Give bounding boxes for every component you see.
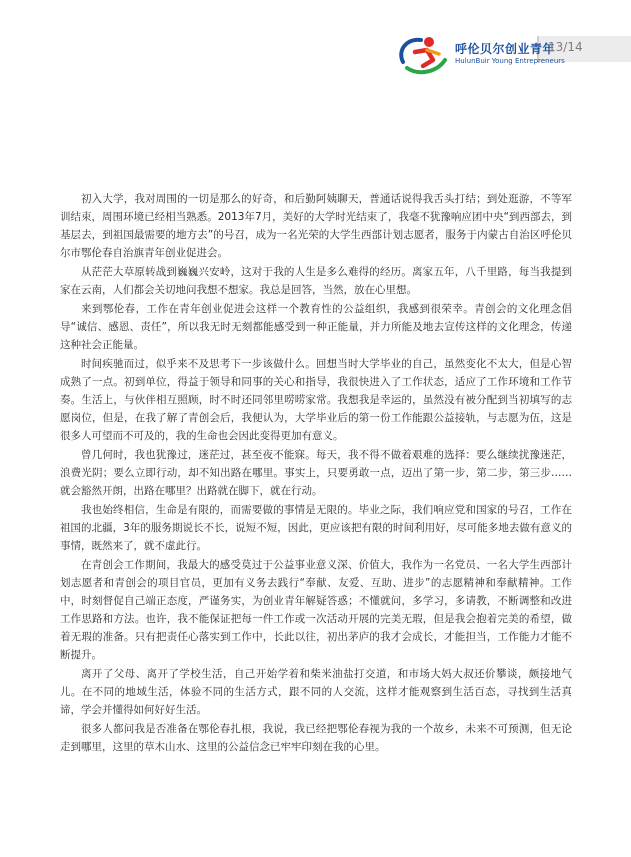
page-header xyxy=(0,0,631,110)
paragraph: 离开了父母、离开了学校生活，自己开始学着和柴米油盐打交道，和市场大妈大叔还价攀谈，颇接地气儿。在不同的地域生活，体验不同的生活方式，跟不同的人交流，这样才能观察到生活百态，寻找到生活真谛，学会并懂得如何好好生活。 xyxy=(60,668,572,716)
paragraph: 从茫茫大草原转战到巍巍兴安岭，这对于我的人生是多么难得的经历。离家五年，八千里路，每当我提到家在云南，人们都会关切地问我想不想家。我总是回答，当然，放在心里想。 xyxy=(60,266,572,296)
brand-name-cn: 呼伦贝尔创业青年 xyxy=(455,42,556,56)
paragraph: 时间疾驰而过，似乎来不及思考下一步该做什么。回想当时大学毕业的自己，虽然变化不太大，但是心智成熟了一点。初到单位，得益于领导和同事的关心和指导，我很快进入了工作状态，适应了工作环境和工作节奏。生活上，与伙伴相互照顾，时不时还同邻里唠唠家常。我想我是幸运的，虽然没有被分配到当初填写的志愿岗位，但是，在我了解了青创会后，我便认为，大学毕业后的第一份工作能跟公益接轨，与志愿为伍，这是很多人可望而不可及的，我的生命也会因此变得更加有意义。 xyxy=(60,358,572,442)
paragraph: 我也始终相信，生命是有限的，而需要做的事情是无限的。毕业之际，我们响应党和国家的号召，工作在祖国的北疆，3年的服务期说长不长，说短不短，因此，更应该把有限的时间利用好，尽可能多地去做有意义的事情，既然来了，就不虚此行。 xyxy=(60,504,572,552)
paragraph: 来到鄂伦春，工作在青年创业促进会这样一个教育性的公益组织，我感到很荣幸。青创会的文化理念倡导“诚信、感恩、责任”，所以我无时无刻都能感受到一种正能量，并力所能及地去宣传这样的文化理念，传递这种社会正能量。 xyxy=(60,303,572,351)
paragraph: 很多人都问我是否准备在鄂伦春扎根，我说，我已经把鄂伦春视为我的一个故乡，未来不可预测，但无论走到哪里，这里的草木山水、这里的公益信念已牢牢印刻在我的心里。 xyxy=(60,723,572,753)
runner-logo-icon xyxy=(393,32,451,78)
article-body xyxy=(60,190,572,757)
paragraph: 在青创会工作期间，我最大的感受莫过于公益事业意义深、价值大，我作为一名党员、一名大学生西部计划志愿者和青创会的项目官员，更加有义务去践行“奉献、友爱、互助、进步”的志愿精神和奉献精神。工作中，时刻督促自己端正态度，严谨务实，为创业青年解疑答惑；不懂就问，多学习，多请教，不断调整和改进工作思路和方法。也许，我不能保证把每一件工作或一次活动开展的完美无瑕，但是我会抱着完美的希望，做着无瑕的准备。只有把责任心落实到工作中，长此以往，初出茅庐的我才会成长，才能担当，工作能力才能不断提升。 xyxy=(60,559,572,661)
paragraph: 初入大学，我对周围的一切是那么的好奇，和后勤阿姨聊天，普通话说得我舌头打结；到处逛游，不等军训结束，周围环境已经相当熟悉。2013年7月，美好的大学时光结束了，我毫不犹豫响应团中央“到西部去，到基层去，到祖国最需要的地方去”的号召，成为一名光荣的大学生西部计划志愿者，服务于内蒙古自治区呼伦贝尔市鄂伦春自治旗青年创业促进会。 xyxy=(60,193,572,259)
brand-name-en: HulunBuir Young Entrepreneurs xyxy=(455,57,565,65)
page-number: 13/14 xyxy=(548,40,583,54)
paragraph: 曾几何时，我也犹豫过，迷茫过，甚至夜不能寐。每天，我不得不做着艰难的选择：要么继续扰豫迷茫，浪费光阴；要么立即行动，却不知出路在哪里。事实上，只要勇敢一点，迈出了第一步，第二步，第三步……就会豁然开朗，出路在哪里？出路就在脚下，就在行动。 xyxy=(60,449,572,497)
